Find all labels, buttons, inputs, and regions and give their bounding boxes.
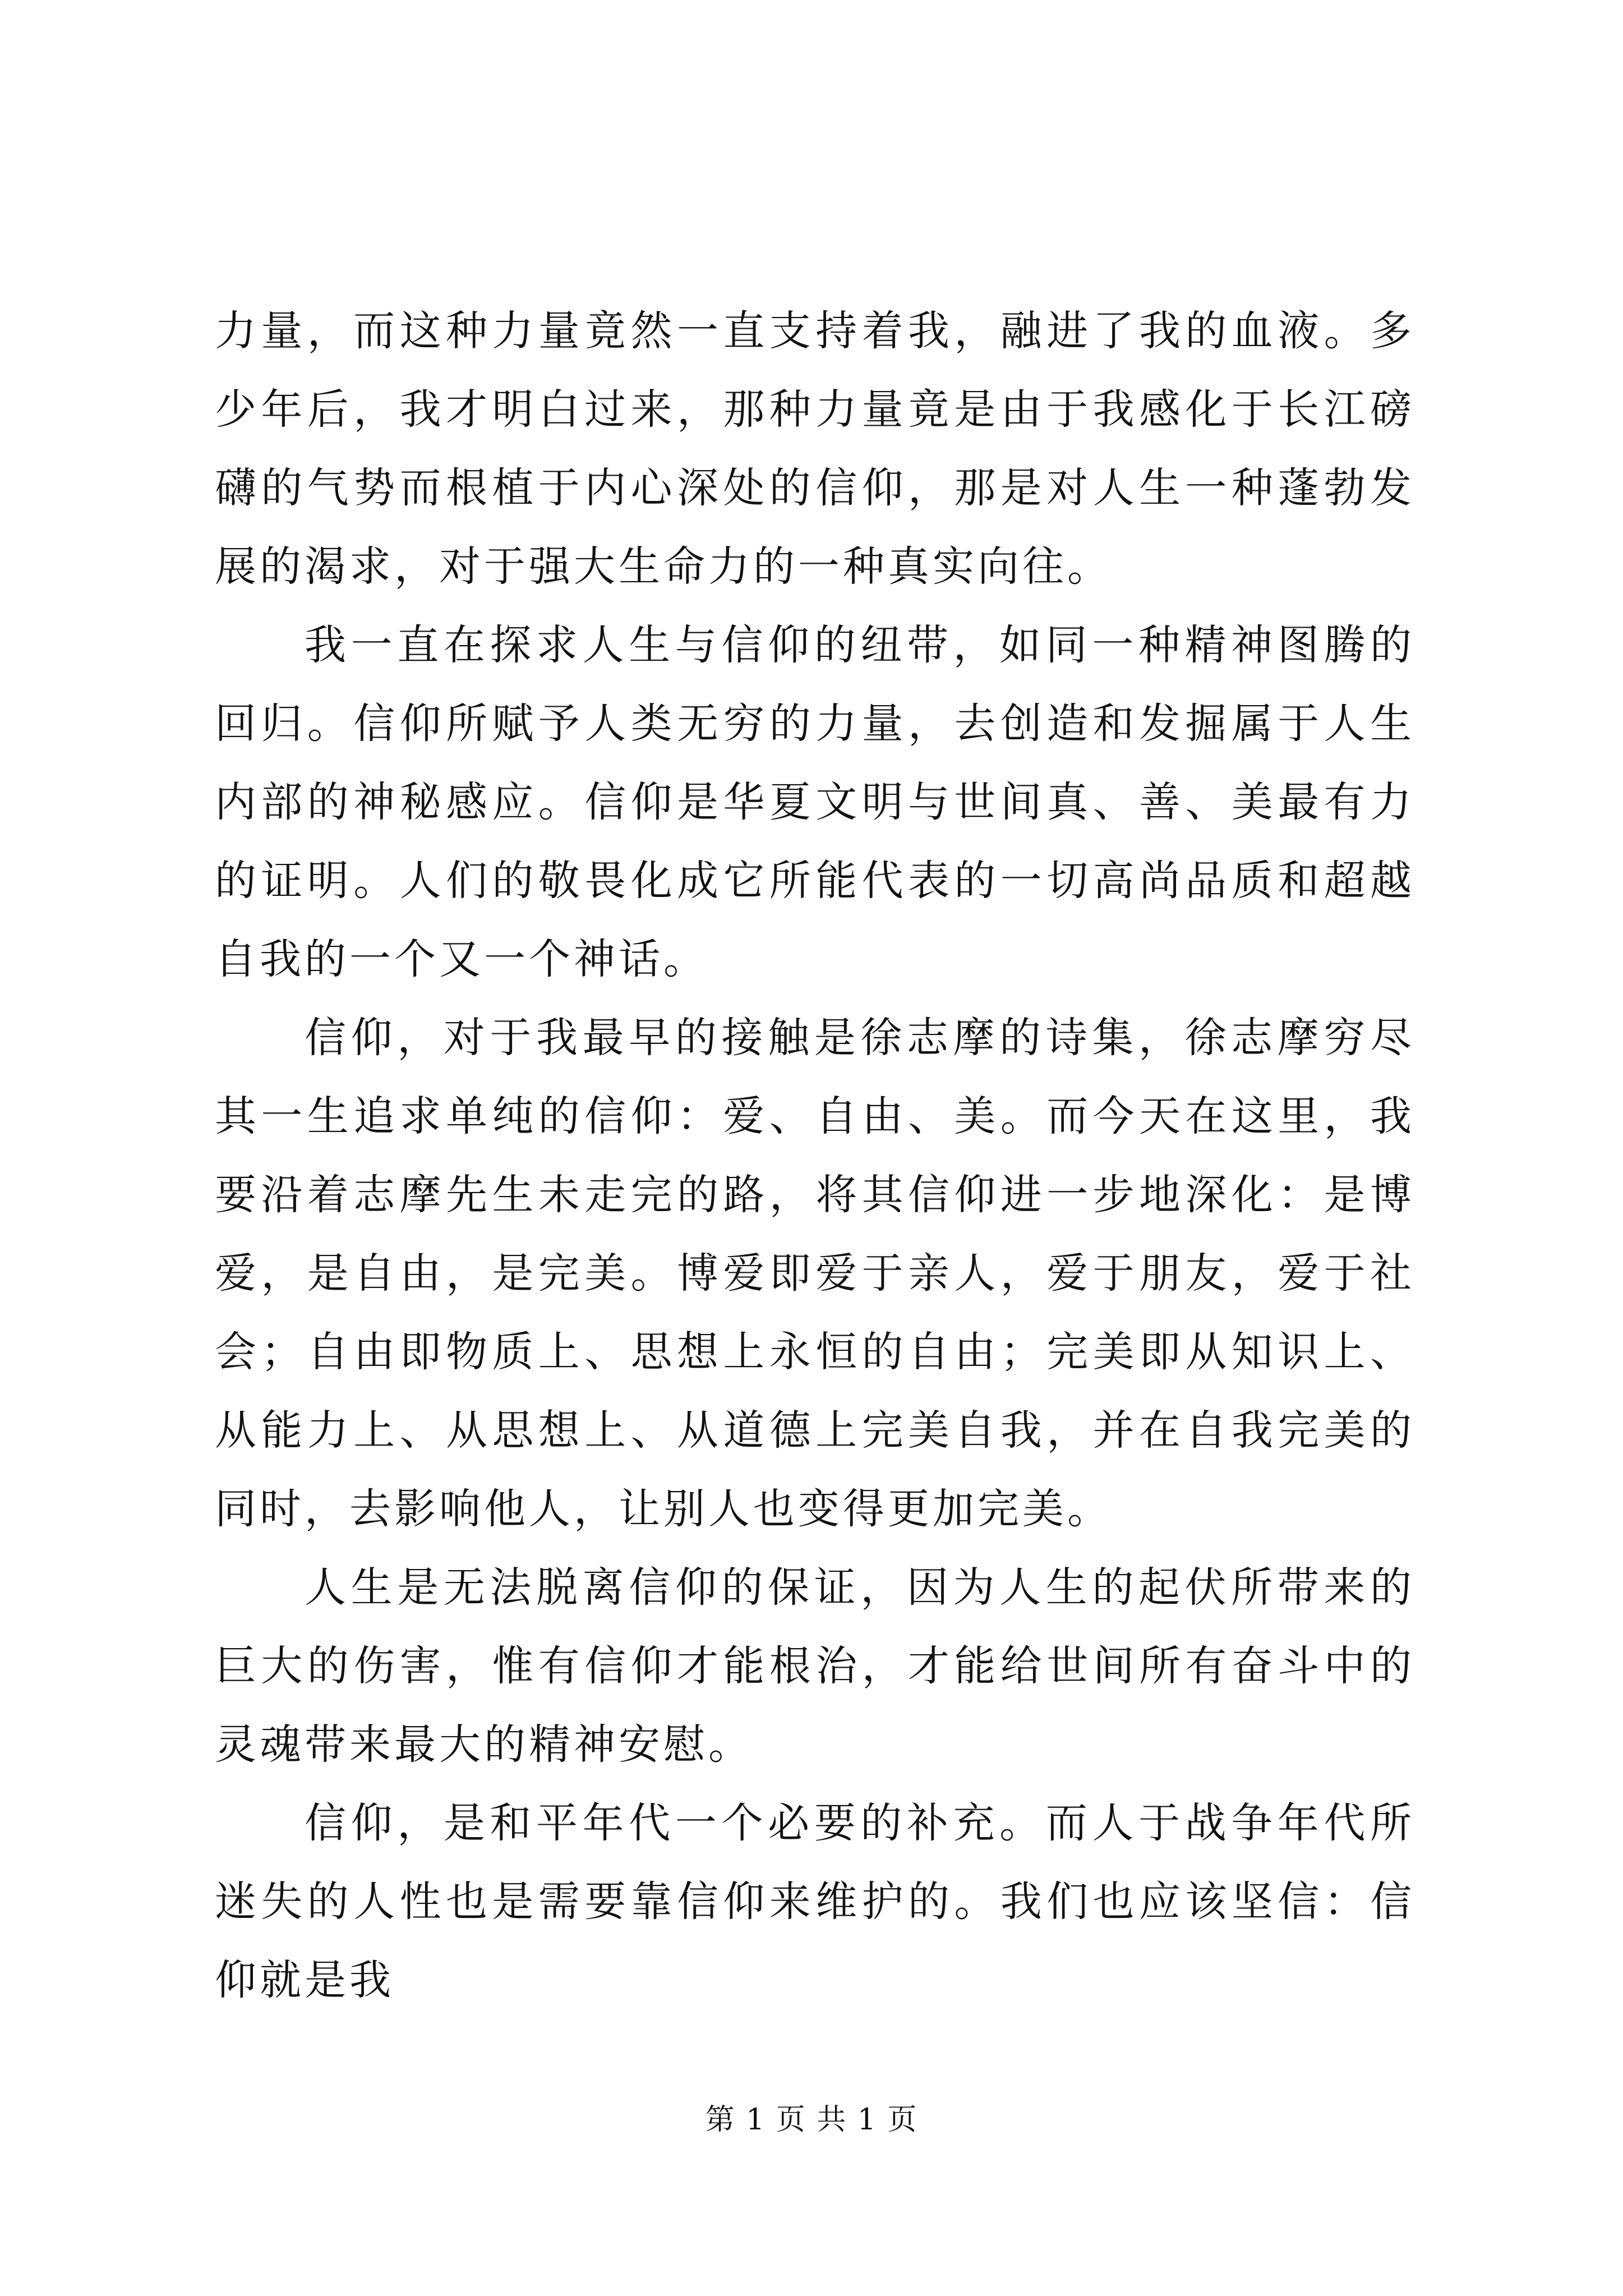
- paragraph-3: 信仰，对于我最早的接触是徐志摩的诗集，徐志摩穷尽其一生追求单纯的信仰：爱、自由、美。而今天在这里，我要沿着志摩先生未走完的路，将其信仰进一步地深化：是博爱，是自由，是完美。博爱即爱于亲人，爱于朋友，爱于社会；自由即物质上、思想上永恒的自由；完美即从知识上、从能力上、从思想上、从道德上完美自我，并在自我完美的同时，去影响他人，让别人也变得更加完美。: [215, 1014, 1415, 1533]
- paragraph-2: 我一直在探求人生与信仰的纽带，如同一种精神图腾的回归。信仰所赋予人类无穷的力量，去创造和发掘属于人生内部的神秘感应。信仰是华夏文明与世间真、善、美最有力的证明。人们的敬畏化成它所能代表的一切高尚品质和超越自我的一个又一个神话。: [215, 621, 1415, 983]
- paragraph-4: 人生是无法脱离信仰的保证，因为人生的起伏所带来的巨大的伤害，惟有信仰才能根治，才能给世间所有奋斗中的灵魂带来最大的精神安慰。: [215, 1563, 1415, 1769]
- paragraph-1: 力量，而这种力量竟然一直支持着我，融进了我的血液。多少年后，我才明白过来，那种力量竟是由于我感化于长江磅礴的气势而根植于内心深处的信仰，那是对人生一种蓬勃发展的渴求，对于强大生命力的一种真实向往。: [215, 307, 1415, 591]
- page-footer: 第 1 页 共 1 页: [705, 2103, 918, 2137]
- body-text: [215, 292, 1415, 2019]
- paragraph-5: 信仰，是和平年代一个必要的补充。而人于战争年代所迷失的人性也是需要靠信仰来维护的。我们也应该坚信：信仰就是我: [215, 1799, 1415, 2004]
